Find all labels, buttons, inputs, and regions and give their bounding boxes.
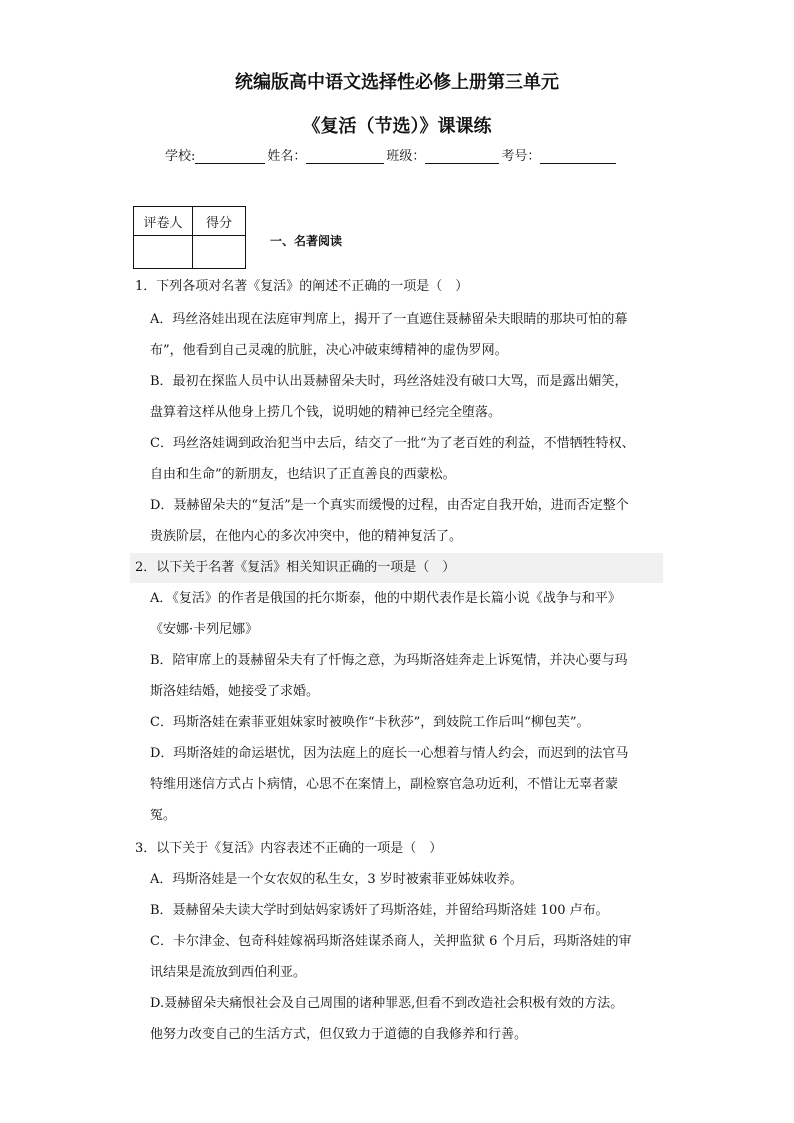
q3-option-b-line1: B．聂赫留朵夫读大学时到姑妈家诱奸了玛斯洛娃，并留给玛斯洛娃 100 卢布。	[150, 903, 609, 918]
q1-option-b-line2: 盘算着这样从他身上捞几个钱，说明她的精神已经完全堕落。	[150, 405, 502, 420]
question-2-stem: 2．以下关于名著《复活》相关知识正确的一项是（ ）	[135, 560, 456, 575]
school-blank[interactable]	[195, 149, 265, 164]
exam-no-label: 考号：	[501, 149, 541, 164]
q1-option-d-line1: D．聂赫留朵夫的“复活”是一个真实而缓慢的过程，由否定自我开始，进而否定整个	[150, 498, 629, 513]
q1-option-c-line1: C．玛丝洛娃调到政治犯当中去后，结交了一批“为了老百姓的利益，不惜牺牲特权、	[150, 436, 635, 451]
q1-option-c-line2: 自由和生命”的新朋友，也结识了正直善良的西蒙松。	[150, 467, 456, 482]
name-blank[interactable]	[306, 149, 384, 164]
q2-option-d-line1: D．玛斯洛娃的命运堪忧，因为法庭上的庭长一心想着与情人约会，而迟到的法官马	[150, 746, 629, 761]
section-title: 一、名著阅读	[270, 234, 343, 248]
q1-option-b-line1: B．最初在探监人员中认出聂赫留朵夫时，玛丝洛娃没有破口大骂，而是露出媚笑，	[150, 374, 628, 389]
name-label: 姓名：	[267, 149, 307, 164]
q3-option-d-line1: D.聂赫留朵夫痛恨社会及自己周围的诸种罪恶,但看不到改造社会积极有效的方法。	[150, 996, 624, 1011]
q3-option-a-line1: A．玛斯洛娃是一个女农奴的私生女，3 岁时被索菲亚姊妹收养。	[150, 872, 523, 887]
document-subtitle: 《复活（节选）》课课练	[302, 116, 492, 137]
q2-option-a-line2: 《安娜·卡列尼娜》	[150, 622, 259, 637]
exam-no-blank[interactable]	[540, 149, 616, 164]
reviewer-cell[interactable]	[134, 236, 193, 269]
q1-option-a-line1: A．玛丝洛娃出现在法庭审判席上，揭开了一直遮住聂赫留朵夫眼睛的那块可怕的幕	[150, 312, 628, 327]
reviewer-header: 评卷人	[134, 207, 193, 236]
question-1-stem: 1．下列各项对名著《复活》的阐述不正确的一项是（ ）	[135, 279, 469, 294]
q2-option-d-line2: 特维用迷信方式占卜病情，心思不在案情上，副检察官急功近利，不惜让无辜者蒙	[150, 777, 619, 792]
q3-option-d-line2: 他努力改变自己的生活方式，但仅致力于道德的自我修养和行善。	[150, 1027, 528, 1042]
school-label: 学校:	[165, 149, 196, 164]
class-label: 班级：	[386, 149, 426, 164]
q2-option-a-line1: A．《复活》的作者是俄国的托尔斯泰，他的中期代表作是长篇小说《战争与和平》	[150, 591, 621, 606]
q2-option-b-line1: B．陪审席上的聂赫留朵夫有了忏悔之意，为玛斯洛娃奔走上诉冤情，并决心要与玛	[150, 653, 628, 668]
q1-option-a-line2: 布”，他看到自己灵魂的肮脏，决心冲破束缚精神的虚伪罗网。	[150, 343, 508, 358]
question-3-stem: 3．以下关于《复活》内容表述不正确的一项是（ ）	[135, 841, 443, 856]
document-title: 统编版高中语文选择性必修上册第三单元	[235, 72, 559, 93]
class-blank[interactable]	[425, 149, 499, 164]
q2-option-c-line1: C．玛斯洛娃在索菲亚姐妹家时被唤作“卡秋莎”，到妓院工作后叫“柳包芙”。	[150, 715, 590, 730]
q1-option-d-line2: 贵族阶层，在他内心的多次冲突中，他的精神复活了。	[150, 529, 463, 544]
score-box	[133, 206, 246, 269]
q2-option-b-line2: 斯洛娃结婚，她接受了求婚。	[150, 684, 320, 699]
student-info-line	[165, 145, 618, 164]
q3-option-c-line1: C．卡尔津金、包奇科娃嫁祸玛斯洛娃谋杀商人，关押监狱 6 个月后，玛斯洛娃的审	[150, 934, 632, 949]
score-header: 得分	[193, 207, 246, 236]
q3-option-c-line2: 讯结果是流放到西伯利亚。	[150, 965, 307, 980]
q2-option-d-line3: 冤。	[150, 808, 177, 823]
score-cell[interactable]	[193, 236, 246, 269]
